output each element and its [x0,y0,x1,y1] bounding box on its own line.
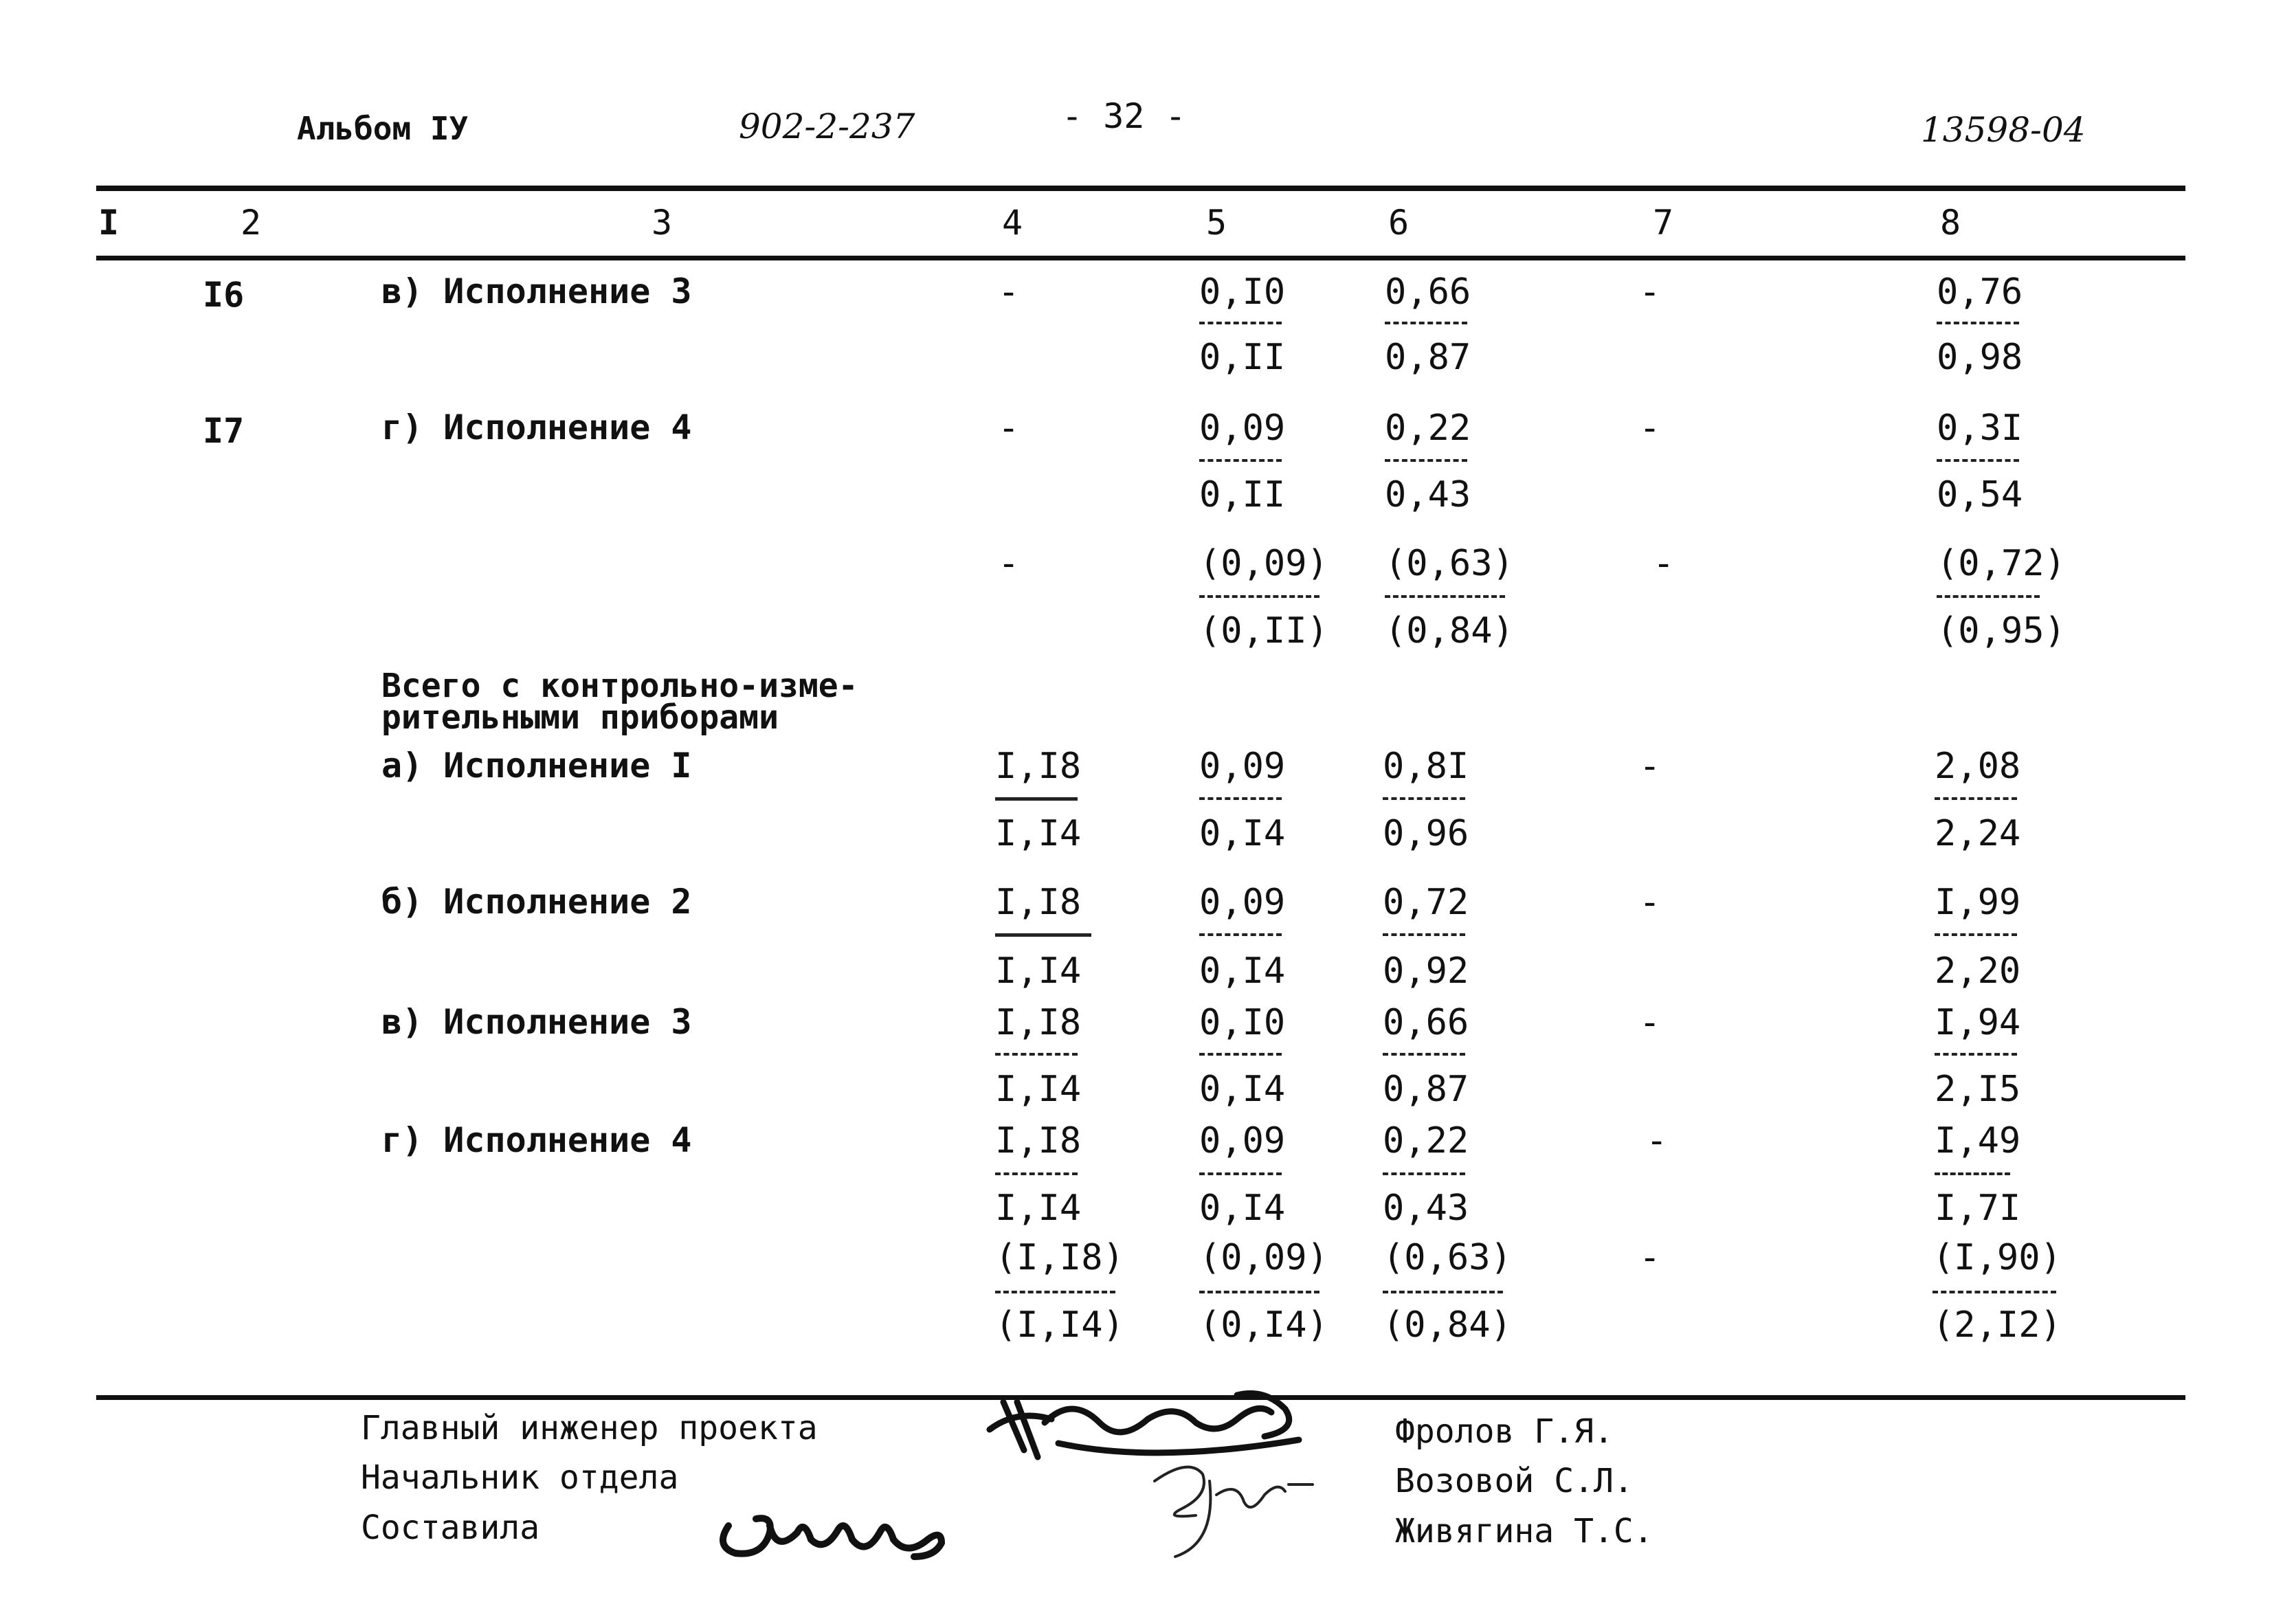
fraction-line [1935,1053,2017,1056]
fraction-line [1383,1053,1465,1056]
cell-c5-bottom: 0,I4 [1199,1069,1286,1110]
header-rule-top [96,186,2185,191]
cell-c8-bottom: 2,24 [1935,813,2021,854]
row-number: I6 [203,275,245,315]
fraction-line [1937,459,2019,462]
cell-c7: - [1639,1237,1661,1278]
col-num-1: I [98,203,120,243]
name-compiler: Живягина Т.С. [1395,1512,1653,1550]
document-number: 13598-04 [1921,110,2086,150]
cell-c8-top: 0,3I [1937,408,2023,449]
cell-c7: - [1646,1120,1668,1161]
cell-c4-bottom: (I,I4) [995,1304,1124,1346]
cell-c6-bottom: 0,92 [1383,950,1469,992]
name-department-head: Возовой С.Л. [1395,1462,1634,1500]
cell-c5-top: (0,09) [1199,1237,1328,1278]
row-number: I7 [203,411,245,451]
col-num-3: 3 [651,203,673,243]
cell-c7: - [1639,408,1661,449]
role-department-head: Начальник отдела [361,1458,679,1497]
cell-c6-top: 0,66 [1385,271,1471,313]
fraction-line [1199,933,1282,936]
row-label: в) Исполнение 3 [381,271,692,311]
cell-c4-bottom: I,I4 [995,813,1082,854]
fraction-line [1385,322,1467,324]
cell-c8-top: (0,72) [1937,543,2066,584]
cell-c6-bottom: 0,43 [1385,474,1471,515]
fraction-line [995,1172,1078,1175]
row-label: б) Исполнение 2 [381,882,692,922]
row-label: в) Исполнение 3 [381,1002,692,1042]
name-chief-engineer: Фролов Г.Я. [1395,1412,1614,1451]
fraction-line [1199,1172,1282,1175]
cell-c4-top: (I,I8) [995,1237,1124,1278]
cell-c5-bottom: 0,II [1199,474,1286,515]
cell-c6-top: 0,22 [1385,408,1471,449]
cell-c6-bottom: (0,84) [1385,610,1514,652]
cell-c6-top: 0,66 [1383,1002,1469,1043]
cell-c8-top: 2,08 [1935,746,2021,787]
fraction-line [1383,933,1465,936]
fraction-line [1385,595,1505,598]
cell-c6-bottom: 0,87 [1383,1069,1469,1110]
fraction-line [995,1291,1115,1293]
cell-c8-bottom: (0,95) [1937,610,2066,652]
cell-c4: - [998,271,1020,313]
cell-c6-bottom: 0,96 [1383,813,1469,854]
row-label: г) Исполнение 4 [381,1120,692,1160]
cell-c5-top: (0,09) [1199,543,1328,584]
col-num-8: 8 [1940,203,1961,243]
header-rule-bottom [96,256,2185,260]
cell-c5-bottom: 0,I4 [1199,950,1286,992]
cell-c8-bottom: 2,I5 [1935,1069,2021,1110]
cell-c4-top: I,I8 [995,1120,1082,1161]
page-number: - 32 - [1062,96,1186,136]
cell-c6-bottom: 0,87 [1385,337,1471,378]
signature-department-head [1134,1454,1326,1564]
fraction-line [1199,797,1282,800]
fraction-line [1199,595,1319,598]
fraction-line [995,933,1091,937]
cell-c5-bottom: 0,II [1199,337,1286,378]
cell-c7: - [1653,543,1675,584]
total-label-line1: Всего с контрольно-изме- [381,667,858,705]
cell-c8-top: (I,90) [1933,1237,2062,1278]
cell-c4-bottom: I,I4 [995,1188,1082,1229]
cell-c6-top: 0,22 [1383,1120,1469,1161]
fraction-line [1935,797,2017,800]
role-chief-engineer: Главный инженер проекта [361,1409,818,1447]
cell-c5-bottom: 0,I4 [1199,813,1286,854]
cell-c5-bottom: (0,II) [1199,610,1328,652]
cell-c8-top: I,99 [1935,882,2021,923]
fraction-line [1383,1291,1503,1293]
cell-c5-top: 0,09 [1199,746,1286,787]
fraction-line [1383,797,1465,800]
fraction-line [995,797,1078,801]
cell-c5-bottom: 0,I4 [1199,1188,1286,1229]
col-num-2: 2 [241,203,262,243]
cell-c6-top: 0,8I [1383,746,1469,787]
signature-compiler [708,1491,969,1567]
fraction-line [1385,459,1467,462]
fraction-line [1937,595,2040,598]
cell-c4-top: I,I8 [995,882,1082,923]
cell-c6-bottom: (0,84) [1383,1304,1512,1346]
fraction-line [1935,933,2017,936]
row-label: а) Исполнение I [381,746,692,786]
cell-c6-bottom: 0,43 [1383,1188,1469,1229]
role-compiler: Составила [361,1509,540,1547]
cell-c7: - [1639,882,1661,923]
cell-c7: - [1639,271,1661,313]
fraction-line [1937,322,2019,324]
fraction-line [1199,459,1282,462]
col-num-5: 5 [1206,203,1227,243]
cell-c5-bottom: (0,I4) [1199,1304,1328,1346]
cell-c4-top: I,I8 [995,746,1082,787]
col-num-6: 6 [1388,203,1410,243]
cell-c6-top: (0,63) [1385,543,1514,584]
cell-c6-top: 0,72 [1383,882,1469,923]
cell-c5-top: 0,09 [1199,1120,1286,1161]
row-label: г) Исполнение 4 [381,408,692,447]
album-label: Альбом IУ [297,110,469,147]
cell-c8-top: I,94 [1935,1002,2021,1043]
cell-c8-bottom: 0,98 [1937,337,2023,378]
cell-c8-bottom: 0,54 [1937,474,2023,515]
cell-c8-top: I,49 [1935,1120,2021,1161]
fraction-line [995,1053,1078,1056]
cell-c5-top: 0,I0 [1199,1002,1286,1043]
cell-c5-top: 0,I0 [1199,271,1286,313]
fraction-line [1199,1291,1319,1293]
cell-c7: - [1639,1002,1661,1043]
col-num-7: 7 [1653,203,1674,243]
cell-c7: - [1639,746,1661,787]
fraction-line [1383,1172,1465,1175]
cell-c8-top: 0,76 [1937,271,2023,313]
cell-c4: - [998,543,1020,584]
cell-c4-bottom: I,I4 [995,1069,1082,1110]
cell-c6-top: (0,63) [1383,1237,1512,1278]
cell-c8-bottom: 2,20 [1935,950,2021,992]
cell-c5-top: 0,09 [1199,882,1286,923]
cell-c5-top: 0,09 [1199,408,1286,449]
cell-c8-bottom: I,7I [1935,1188,2021,1229]
fraction-line [1199,322,1282,324]
fraction-line [1935,1172,2010,1175]
cell-c4: - [998,408,1020,449]
col-num-4: 4 [1002,203,1023,243]
fraction-line [1199,1053,1282,1056]
cell-c4-bottom: I,I4 [995,950,1082,992]
project-code: 902-2-237 [739,107,915,146]
cell-c4-top: I,I8 [995,1002,1082,1043]
fraction-line [1933,1291,2056,1293]
total-label-line2: рительными приборами [381,698,779,737]
cell-c8-bottom: (2,I2) [1933,1304,2062,1346]
